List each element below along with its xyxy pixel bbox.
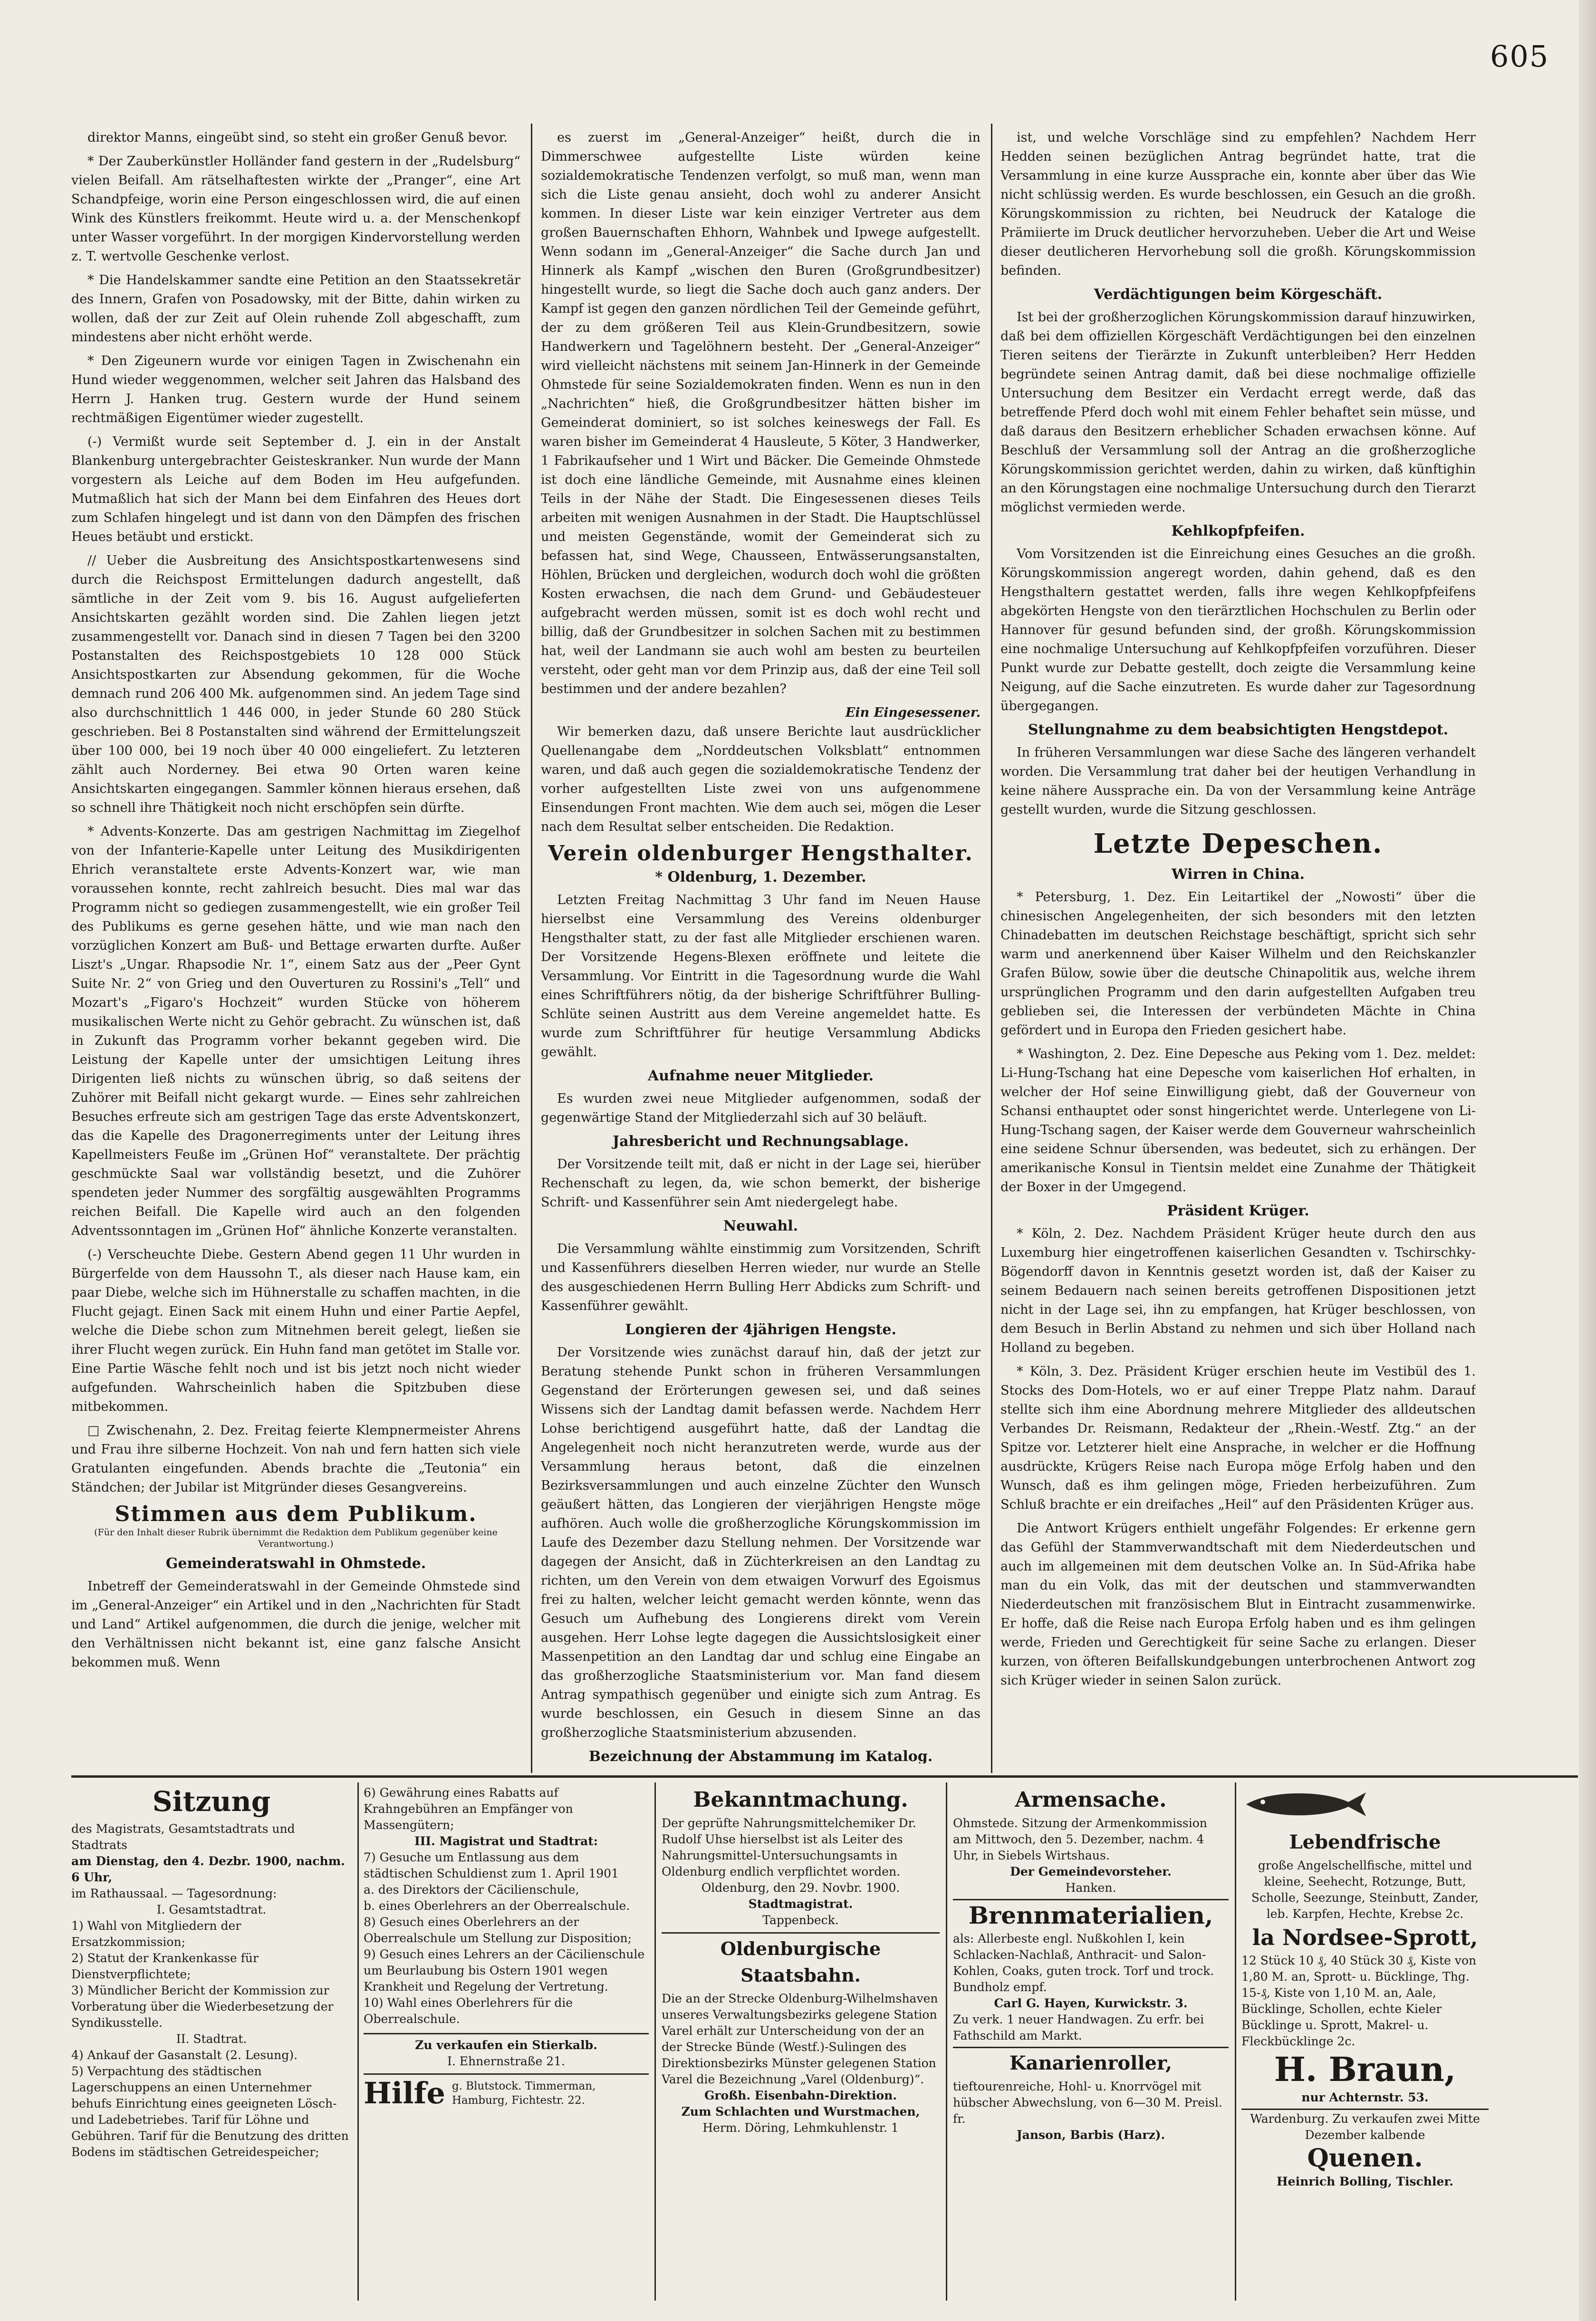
subheading: Stellungnahme zu dem beabsichtigten Hengstdepot. <box>1028 722 1449 738</box>
page-edge-shadow <box>1579 0 1596 2321</box>
ad-line: b. eines Oberlehrers an der Oberrealschule. <box>364 1899 630 1913</box>
ad-title: Kanarienroller, <box>1009 2052 1173 2074</box>
ad-line: 1) Wahl von Mitgliedern der Ersatzkommission; <box>71 1919 241 1949</box>
ad-fisch <box>1241 1785 1489 2298</box>
article-text: es zuerst im „General-Anzeiger“ heißt, durch die in Dimmerschwee aufgestellte Liste würden keine sozialdemokratische Tendenzen verfolgt, so muß man, wenn man sich die Liste genau ansieht, doch wohl zu anderer Ansicht kommen. In dieser Liste war kein einziger Vertreter aus dem großen Bauernschaften Ehhorn, Wahnbek und Ipwege aufgestellt. Wenn sodann im „General-Anzeiger“ die Sache durch Jan und Hinnerk als Kampf „wischen den Buren (Großgrundbesitzer) hingestellt wurde, so liegt die Sache doch auch ganz anders. Der Kampf ist gegen den ganzen nördlichen Teil der Gemeinde geführt, der zu dem größeren Teil aus Klein-Grundbesitzern, sowie Handwerkern und Tagelöhnern besteht. Der „General-Anzeiger“ wird vielleicht nächstens mit seinem Jan-Hinnerk in der Gemeinde Ohmstede für seine Sozialdemokraten finden. Wenn es nun in den „Nachrichten“ hieß, die Großgrundbesitzer hätten bisher im Gemeinderat dominiert, so ist solches keineswegs der Fall. Es waren bisher im Gemeinderat 4 Hausleute, 5 Köter, 3 Handwerker, 1 Fabrikaufseher und 1 Wirt und Bäcker. Die Gemeinde Ohmstede ist doch eine ländliche Gemeinde, mit Ausnahme eines kleinen Teils in der Nähe der Stadt. Die Eingesessenen dieses Teils arbeiten mit wenigen Ausnahmen in der Stadt. Die Hauptschlüssel und meisten Gegenstände, womit der Gemeinderat sich zu befassen hat, sind Wege, Chausseen, Entwässerungsanstalten, Höhlen, Brücken und dergleichen, wodurch doch wohl die größten Kosten erwachsen, die nach dem Grund- und Gebäudesteuer aufgebracht werden müssen, somit ist es doch wohl recht und billig, daß der Grundbesitzer in solchen Sachen mit zu bestimmen hat, weil der Landmann sie auch wohl am besten zu beurteilen versteht, oder geht man vor dem Prinzip aus, daß der eine Teil soll bestimmen und der andere bezahlen? <box>541 130 981 696</box>
subheading: Wirren in China. <box>1172 866 1305 883</box>
ad-line: 2) Statut der Krankenkasse für Dienstverpflichtete; <box>71 1951 259 1981</box>
ad-title: Bekanntmachung. <box>693 1788 908 1812</box>
fish-icon <box>1241 1788 1370 1821</box>
ad-line: im Rathaussaal. — Tagesordnung: <box>71 1887 277 1900</box>
ad-armensache <box>953 1785 1229 2298</box>
subheading: Verdächtigungen beim Körgeschäft. <box>1094 286 1383 303</box>
subheading: Jahresbericht und Rechnungsablage. <box>612 1133 909 1150</box>
article-text: * Die Handelskammer sandte eine Petition an den Staatssekretär des Innern, Grafen von Posadowsky, mit der Bitte, dahin wirken zu wollen, daß der zur Zeit auf Olein ruhende Zoll abgeschafft, zum mindestens aber nicht erhöht werde. <box>71 273 520 345</box>
subheading: Neuwahl. <box>723 1218 798 1234</box>
article-text: * Der Zauberkünstler Holländer fand gestern in der „Rudelsburg“ vielen Beifall. Am rätselhaftesten wirkte der „Pranger“, eine Art Schandpfeige, worin eine Person eingeschlossen wird, die auf einen Wink des Künstlers freikommt. Heute wird u. a. der Menschenkopf unter Wasser vorgeführt. In der morgigen Kindervorstellung werden z. T. wertvolle Geschenke verlost. <box>71 154 520 264</box>
ad-title: Armensache. <box>1015 1788 1167 1812</box>
article-text: * Advents-Konzerte. Das am gestrigen Nachmittag im Ziegelhof von der Infanterie-Kapelle unter Leitung des Musikdirigenten Ehrich veranstaltete erste Advents-Konzert war, wie man voraussehen konnte, recht zahlreich besucht. Dies mal war das Programm nicht so gediegen zusammengestellt, wie ein großer Teil des Publikums es gerne gesehen hätte, und wie man nach den vorzüglichen Konzert am Buß- und Bettage erwarten durfte. Außer Liszt's „Ungar. Rhapsodie Nr. 1“, einem Satz aus der „Peer Gynt Suite Nr. 2“ von Grieg und den Ouverturen zu Rossini's „Tell“ und Mozart's „Figaro's Hochzeit“ wurden Stücke von höherem musikalischen Werte nicht zu Gehör gebracht. Zu wünschen ist, daß in Zukunft das Programm vorher bekannt gegeben wird. Die Leistung der Kapelle unter der umsichtigen Leitung ihres Dirigenten ließ nichts zu wünschen übrig, so daß seitens der Zuhörer mit Beifall nicht gekargt wurde. — Eines sehr zahlreichen Besuches erfreute sich am gestrigen Tage das erste Adventskonzert, das die Kapelle des Dragonerregiments unter der Leitung ihres Kapellmeisters Feuße im „Grünen Hof“ veranstaltete. Der prächtig geschmückte Saal war vollständig besetzt, und die Zuhörer spendeten jeder Nummer des sorgfältig ausgewählten Programms reichen Beifall. Die Kapelle wird auch an den folgenden Adventssonntagen im „Grünen Hof“ ähnliche Konzerte veranstalten. <box>71 824 520 1238</box>
ad-title: Oldenburgische Staatsbahn. <box>720 1938 881 1986</box>
article-text: Der Vorsitzende wies zunächst darauf hin, daß der jetzt zur Beratung stehende Punkt schon in früheren Versammlungen Gegenstand der Erörterungen gewesen sei, und daß seines Wissens sich der Landtag damit befassen werde. Nachdem Herr Lohse berichtigend ausgeführt hatte, daß der Landtag die Angelegenheit noch nicht heranzutreten werde, wurde aus der Versammlung heraus betont, daß die einzelnen Bezirksversammlungen und auch einzelne Züchter den Wunsch geäußert hätten, das Longieren der vierjährigen Hengste möge aufhören. Auch wolle die großherzogliche Körungskommission im Laufe des Dezember dazu Stellung nehmen. Der Vorsitzende war dagegen der Ansicht, daß in Züchterkreisen an den Landtag zu richten, um den Verein von dem etwaigen Vorwurf des Egoismus frei zu halten, welcher leicht gemacht werden könnte, wenn das Gesuch um Aufhebung des Longierens direkt vom Verein ausgehen. Herr Lohse legte dagegen die Aussichtslosigkeit einer Massenpetition an den Landtag dar und schlug eine Eingabe an das großherzogliche Staatsministerium vor. Man fand diesem Antrag sympathisch gegenüber und einigte sich zum Antrag. Es wurde beschlossen, ein Gesuch in diesem Sinne an das großherzogliche Staatsministerium abzusenden. <box>541 1345 981 1740</box>
ad-text: tieftourenreiche, Hohl- u. Knorrvögel mit hübscher Abwechslung, von 6—30 M. Preisl. fr. <box>953 2080 1222 2126</box>
article-text: (-) Vermißt wurde seit September d. J. ein in der Anstalt Blankenburg untergebrachter Geisteskranker. Nun wurde der Mann vorgestern als Leiche auf dem Boden im Heu aufgefunden. Mutmaßlich hat sich der Mann bei dem Einfahren des Heues dort zum Schlafen hingelegt und ist dann von den Dämpfen des frischen Heues betäubt und erstickt. <box>71 434 520 544</box>
ad-name: Heinrich Bolling, Tischler. <box>1277 2175 1453 2188</box>
ad-line: 8) Gesuch eines Oberlehrers an der Oberrealschule um Stellung zur Disposition; <box>364 1915 632 1945</box>
ad-title: Quenen. <box>1307 2144 1423 2173</box>
subheading: Aufnahme neuer Mitglieder. <box>647 1068 874 1084</box>
subheading: Longieren der 4jährigen Hengste. <box>625 1321 896 1338</box>
ad-line: I. Gesamtstadtrat. <box>156 1903 267 1917</box>
ad-company: H. Braun, <box>1274 2050 1456 2089</box>
article-text: * Washington, 2. Dez. Eine Depesche aus Peking vom 1. Dez. meldet: Li-Hung-Tschang hat eine Depesche vom kaiserlichen Hof erhalten, in welcher der Hof seine Einwilligung giebt, daß der Gouverneur von Schansi enthauptet oder sonst hingerichtet werde. Unterlegene von Li-Hung-Tschang sagen, der Kaiser werde dem Gouverneur wahrscheinlich eine seidene Schnur übersenden, was bedeutet, sich zu erhängen. Der amerikanische Konsul in Tientsin meldet eine Zunahme der Thätigkeit der Boxer in der Umgegend. <box>1000 1047 1476 1194</box>
article-text: In früheren Versammlungen war diese Sache des längeren verhandelt worden. Die Versammlung trat daher bei der heutigen Verhandlung in keine nähere Aussprache ein. Da von der Versammlung keine Anträge gestellt wurden, wurde die Sitzung geschlossen. <box>1000 745 1476 817</box>
ad-line: 9) Gesuch eines Lehrers an der Cäcilienschule um Beurlaubung bis Ostern 1901 wegen Krankheit und Regelung der Vertretung. <box>364 1947 645 1994</box>
ad-sale-address: I. Ehnernstraße 21. <box>447 2054 565 2068</box>
ad-line: 6) Gewährung eines Rabatts auf Krahngebühren an Empfänger von Massengütern; <box>364 1786 573 1832</box>
article-text: Der Vorsitzende teilt mit, daß er nicht in der Lage sei, hierüber Rechenschaft zu legen, da, wie schon bemerkt, der bisherige Schrift- und Kassenführer sein Amt niedergelegt habe. <box>541 1157 981 1210</box>
ad-line: am Dienstag, den 4. Dezbr. 1900, nachm. 6 Uhr, <box>71 1854 345 1884</box>
article-text: direktor Manns, eingeübt sind, so steht ein großer Genuß bevor. <box>87 130 508 145</box>
ad-text: große Angelschellfische, mittel und kleine, Seehecht, Rotzunge, Butt, Scholle, Seezunge, Steinbutt, Zander, leb. Karpfen, Hechte, Krebse 2c. <box>1251 1859 1479 1921</box>
ad-address: nur Achternstr. 53. <box>1301 2090 1429 2104</box>
ad-bekanntmachung <box>662 1785 940 2298</box>
ad-name: Janson, Barbis (Harz). <box>1016 2128 1165 2142</box>
ad-line: des Magistrats, Gesamtstadtrats und Stadtrats <box>71 1822 295 1852</box>
article-text: Die Versammlung wählte einstimmig zum Vorsitzenden, Schrift und Kassenführers dieselben Herren wieder, nur wurde an Stelle des ausgeschiedenen Herrn Bulling Herr Abdicks zum Schrift- und Kassenführer gewählt. <box>541 1242 981 1313</box>
column-2 <box>541 128 981 1763</box>
hilfe-word: Hilfe <box>364 2076 445 2110</box>
column-1 <box>71 128 520 1763</box>
ad-text: Der geprüfte Nahrungsmittelchemiker Dr. Rudolf Uhse hierselbst ist als Leiter des Nahrungsmittel-Untersuchungsamts in Oldenburg endlich verpflichtet worden. <box>662 1816 916 1878</box>
ad-title: Sitzung <box>152 1785 271 1818</box>
ad-signer-name: Tappenbeck. <box>762 1913 839 1927</box>
section-title: Letzte Depeschen. <box>1093 828 1383 859</box>
article-text: Letzten Freitag Nachmittag 3 Uhr fand im Neuen Hause hierselbst eine Versammlung des Vereins oldenburger Hengsthalter statt, zu der fast alle Mitglieder erschienen waren. Der Vorsitzende Hegens-Blexen eröffnete und leitete die Versammlung. Vor Eintritt in die Tagesordnung wurde die Wahl eines Schriftführers nötig, da der bisherige Schriftführer Bulling-Schlüte seinen Austritt aus dem Vereine angemeldet hatte. Es wurde zum Schriftführer für heutige Versammlung Abdicks gewählt. <box>541 893 981 1059</box>
article-signature: Ein Eingesessener. <box>845 705 981 720</box>
article-text: Wir bemerken dazu, daß unsere Berichte laut ausdrücklicher Quellenangabe dem „Norddeutschen Volksblatt“ entnommen waren, und daß auch gegen die sozialdemokratische Tendenz der vorher aufgestellten Liste zwei von uns aufgenommene Einsendungen Front machten. Wie dem auch sei, mögen die Leser nach dem Resultat selber entscheiden. Die Redaktion. <box>541 724 981 834</box>
ad-date: Oldenburg, den 29. Novbr. 1900. <box>701 1881 900 1895</box>
ad-name: Carl G. Hayen, Kurwickstr. 3. <box>994 1996 1188 2010</box>
article-text: □ Zwischenahn, 2. Dez. Freitag feierte Klempnermeister Ahrens und Frau ihre silberne Hochzeit. Von nah und fern hatten sich viele Gratulanten eingefunden. Abends brachte die „Teutonia“ ein Ständchen; der Jubilar ist Mitgründer dieses Gesangvereins. <box>71 1423 520 1495</box>
article-text: // Ueber die Ausbreitung des Ansichtspostkartenwesens sind durch die Reichspost Ermittelungen dadurch angestellt, daß sämtliche in der Zeit vom 9. bis 16. August aufgelieferten Ansichtskarten gezählt worden sind. Die Zahlen liegen jetzt zusammengestellt vor. Danach sind in diesen 7 Tagen bei den 3200 Postanstalten des Reichspostgebiets 10 128 000 Stück Ansichtspostkarten zur Absendung gekommen, für die Woche demnach rund 206 400 Mk. aufgenommen sind. An jedem Tage sind also durchschnittlich 1 446 000, in jeder Stunde 60 280 Stück geschrieben. Bei 8 Postanstalten sind während der Ermittelungszeit über 100 000, bei 19 noch über 40 000 eingeliefert. Zu letzteren zählt auch Norderney. Bei etwa 90 Orten waren keine Ansichtskarten eingegangen. Sammler können hieraus ersehen, daß so schnell ihre Thätigkeit noch nicht erschöpfen sein dürfte. <box>71 553 520 815</box>
ads-divider <box>71 1775 1578 1778</box>
ad-text: Zu verk. 1 neuer Handwagen. Zu erfr. bei Fathschild am Markt. <box>953 2013 1204 2042</box>
ad-line: 4) Ankauf der Gasanstalt (2. Lesung). <box>71 2048 298 2062</box>
column-3 <box>1000 128 1476 1763</box>
ad-rule <box>1235 1782 1236 2301</box>
subheading: Kehlkopfpfeifen. <box>1171 523 1305 539</box>
ad-line: III. Magistrat und Stadtrat: <box>414 1834 598 1848</box>
subheading: Präsident Krüger. <box>1167 1203 1309 1219</box>
ad-line: 5) Verpachtung des städtischen Lagerschuppens an einen Unternehmer behufs Einrichtung eines geeigneten Lösch- und Ladebetriebes. Tarif für Löhne und Gebühren. Tarif für die Benutzung des dritten Bodens im städtischen Getreidespeicher; <box>71 2064 349 2159</box>
ad-text: als: Allerbeste engl. Nußkohlen I, kein Schlacken-Nachlaß, Anthracit- und Salon-Kohlen, Coaks, guten trock. Torf und trock. Bundholz empf. <box>953 1932 1214 1994</box>
column-rule <box>531 124 532 1773</box>
ad-line: 7) Gesuche um Entlassung aus dem städtischen Schuldienst zum 1. April 1901 <box>364 1850 619 1880</box>
ad-line: II. Stadtrat. <box>176 2032 247 2046</box>
article-text: * Köln, 2. Dez. Nachdem Präsident Krüger heute durch den aus Luxemburg hier eingetroffenen kaiserlichen Gesandten v. Tschirschky-Bögendorff davon in Kenntnis gesetzt worden ist, daß der Kaiser zu seinem Bedauern nach seinen bereits getroffenen Dispositionen jetzt nicht in der Lage sei, ihn zu empfangen, hat Krüger beschlossen, von dem Besuch in Berlin Abstand zu nehmen und sich über Holland nach Holland zu begeben. <box>1000 1226 1476 1355</box>
ad-signer: Stadtmagistrat. <box>748 1897 853 1911</box>
ad-signer: Der Gemeindevorsteher. <box>1010 1865 1172 1878</box>
ad-text: Ohmstede. Sitzung der Armenkommission am Mittwoch, den 5. Dezember, nachm. 4 Uhr, in Siebels Wirtshaus. <box>953 1816 1207 1862</box>
ad-sitzung <box>71 1785 352 2298</box>
ad-line: 10) Wahl eines Oberlehrers für die Oberrealschule. <box>364 1996 573 2026</box>
ad-text: Wardenburg. Zu verkaufen zwei Mitte Dezember kalbende <box>1250 2112 1480 2142</box>
article-text: * Den Zigeunern wurde vor einigen Tagen in Zwischenahn ein Hund wieder weggenommen, welcher seit Jahren das Halsband des Herrn J. Hanken trug. Gestern wurde der Hund seinem rechtmäßigen Eigentümer wieder zugestellt. <box>71 354 520 425</box>
article-text: Inbetreff der Gemeinderatswahl in der Gemeinde Ohmstede sind im „General-Anzeiger“ ein Artikel und in den „Nachrichten für Stadt und Land“ Artikel aufgenommen, die durch die jenige, welcher mit den Verhältnissen nicht bekannt ist, eine ganz falsche Ansicht bekommen muß. Wenn <box>71 1579 520 1670</box>
ad-rule <box>654 1782 656 2301</box>
ad-line: 3) Mündlicher Bericht der Kommission zur Vorberatung über die Wiederbesetzung der Syndikusstelle. <box>71 1984 334 2030</box>
ad-signer-name: Hanken. <box>1065 1881 1116 1895</box>
article-text: Ist bei der großherzoglichen Körungskommission darauf hinzuwirken, daß bei dem offiziellen Körgeschäft Verdächtigungen bei den einzelnen Tieren seitens der Tierärzte in Zukunft unterbleiben? Herr Hedden begründete seinen Antrag damit, daß bei diese nochmalige offizielle Untersuchung dem Besitzer ein Verdacht erregt werde, daß das betreffende Pferd doch wohl mit einem Fehler behaftet sein müsse, und daß daraus den Besitzern erheblicher Schaden erwachsen könne. Auf Beschluß der Versammlung soll der Antrag an die großherzogliche Körungskommission gerichtet werden, dahin zu wirken, daß künftighin an den Körungstagen eine nochmalige Untersuchung durch den Tierarzt möglichst vermieden werde. <box>1000 310 1476 515</box>
ad-title: Lebendfrische <box>1289 1831 1441 1853</box>
article-text: (-) Verscheuchte Diebe. Gestern Abend gegen 11 Uhr wurden in Bürgerfelde von dem Haussohn T., als dieser nach Hause kam, ein paar Diebe, welche sich im Hühnerstalle zu schaffen machten, in die Flucht gejagt. Einen Sack mit einem Huhn und einer Partie Aepfel, welche die Diebe schon zum Mitnehmen bereit gelegt, ließen sie ihrer Flucht wegen zurück. Ein Huhn fand man getötet im Stalle vor. Eine Partie Wäsche fehlt noch und ist bis jetzt noch nicht wieder aufgefunden. Wahrscheinlich haben die Spitzbuben diese mitbekommen. <box>71 1247 520 1414</box>
article-text: ist, und welche Vorschläge sind zu empfehlen? Nachdem Herr Hedden seinen bezüglichen Antrag begründet hatte, trat die Versammlung in eine kurze Aussprache ein, konnte aber über das Wie nicht schlüssig werden. Es wurde beschlossen, ein Gesuch an die großh. Körungskommission zu richten, bei Neudruck der Kataloge die Prämiierte im Druck deutlicher hervorzuheben. Ueber die Art und Weise dieser deutlicheren Hervorhebung soll die großh. Körungskommission befinden. <box>1000 130 1476 278</box>
article-text: Vom Vorsitzenden ist die Einreichung eines Gesuches an die großh. Körungskommission angeregt worden, dahin gehend, daß es den Hengsthaltern gestattet werden, falls ihre wegen Kehlkopfpfeifens abgekörten Hengste von den tierärztlichen Hochschulen zu Berlin oder Hannover für gesund befunden sind, der großh. Körungskommission eine nochmalige Untersuchung auf Kehlkopfpfeifen vorzuführen. Dieser Punkt wurde zur Debatte gestellt, doch zeigte die Versammlung keine Neigung, auf die Sache einzutreten. Es wurde daher zur Tagesordnung übergegangen. <box>1000 547 1476 713</box>
page-number: 605 <box>1490 39 1549 74</box>
ad-text: Die an der Strecke Oldenburg-Wilhelmshaven unseres Verwaltungsbezirks gelegene Station Varel erhält zur Unterscheidung von der an der Strecke Bünde (Westf.)-Sulingen des Direktionsbezirks Münster gelegenen Station Varel die Bezeichnung „Varel (Oldenburg)“. <box>662 1992 938 2086</box>
ad-line: a. des Direktors der Cäcilienschule, <box>364 1883 579 1897</box>
ad-hilfe <box>364 2073 649 2110</box>
dateline: * Oldenburg, 1. Dezember. <box>655 869 866 886</box>
article-text: * Petersburg, 1. Dez. Ein Leitartikel der „Nowosti“ über die chinesischen Angelegenheiten, der sich besonders mit den letzten Chinadebatten im deutschen Reichstage beschäftigt, spricht sich sehr warm und anerkennend über Kaiser Wilhelm und den Reichskanzler Grafen Bülow, sowie über die deutsche Chinapolitik aus, welche ihrem ursprünglichen Programm und den darin aufgestellten Aufgaben treu geblieben sei, die Interessen der verbündeten Mächte in China gefördert und in Europa den Frieden gesichert habe. <box>1000 890 1476 1038</box>
column-rule <box>991 124 992 1773</box>
ad-text: 12 Stück 10 ₰, 40 Stück 30 ₰, Kiste von 1,80 M. an, Sprott- u. Bücklinge, Thg. 15-₰, Kiste von 1,10 M. an, Aale, Bücklinge, Schollen, echte Kieler Bücklinge u. Sprott, Makrel- u. Fleckbücklinge 2c. <box>1241 1954 1477 2048</box>
article-text: Die Antwort Krügers enthielt ungefähr Folgendes: Er erkenne gern das Gefühl der Stammverwandtschaft mit dem Niederdeutschen und auch im allgemeinen mit dem deutschen Volke an. In Süd-Afrika habe man du ein Volk, das mit der deutschen und stammverwandten Niederdeutschen mit französischem Blut in Eintracht zusammenwirke. Er hoffe, daß die Reise nach Europa Erfolg haben und es ihm gelingen werde, Frieden und Gerechtigkeit für seine Sache zu erlangen. Dieser kurzen, von öfteren Beifallskundgebungen unterbrochenen Antwort zog sich Krüger wieder in seinen Salon zurück. <box>1000 1521 1476 1688</box>
ad-signer: Großh. Eisenbahn-Direktion. <box>704 2089 897 2102</box>
ad-sale: Zu verkaufen ein Stierkalb. <box>364 2033 649 2053</box>
section-title: Stimmen aus dem Publikum. <box>115 1502 477 1526</box>
ad-rule <box>357 1782 359 2301</box>
article-text: Es wurden zwei neue Mitglieder aufgenommen, sodaß der gegenwärtige Stand der Mitgliederzahl sich auf 30 beläuft. <box>541 1091 981 1125</box>
ad-title: Brennmaterialien, <box>968 1901 1213 1929</box>
section-note: (Für den Inhalt dieser Rubrik übernimmt die Redaktion dem Publikum gegenüber keine Verantwortung.) <box>94 1527 498 1549</box>
section-title: Verein oldenburger Hengsthalter. <box>548 841 973 866</box>
article-text: * Köln, 3. Dez. Präsident Krüger erschien heute im Vestibül des 1. Stocks des Dom-Hotels, wo er auf einer Treppe Platz nahm. Darauf stellte sich ihm eine Abordnung mehrere Mitglieder des alldeutschen Verbandes Dr. Reismann, Redakteur der „Rhein.-Westf. Ztg.“ an der Spitze vor. Letzterer hielt eine Ansprache, in welcher er die Hoffnung ausdrückte, Krügers Reise nach Europa möge Erfolg haben und den Wunsch, daß es ihm gelingen möge, Frieden herbeizuführen. Zum Schluß brachte er ein dreifaches „Heil“ auf den Präsidenten Krüger aus. <box>1000 1364 1476 1512</box>
hilfe-text: g. Blutstock. Timmerman, Hamburg, Fichtestr. 22. <box>452 2080 596 2107</box>
ad-extra-name: Herm. Döring, Lehmkuhlenstr. 1 <box>702 2121 899 2135</box>
ad-rule <box>946 1782 947 2301</box>
subheading: Bezeichnung der Abstammung im Katalog. <box>588 1748 933 1763</box>
ad-extra: Zum Schlachten und Wurstmachen, <box>681 2105 920 2119</box>
article-headline: Gemeinderatswahl in Ohmstede. <box>165 1555 426 1572</box>
ad-title: la Nordsee-Sprott, <box>1252 1925 1478 1950</box>
ad-sitzung-continued <box>364 1785 649 2298</box>
